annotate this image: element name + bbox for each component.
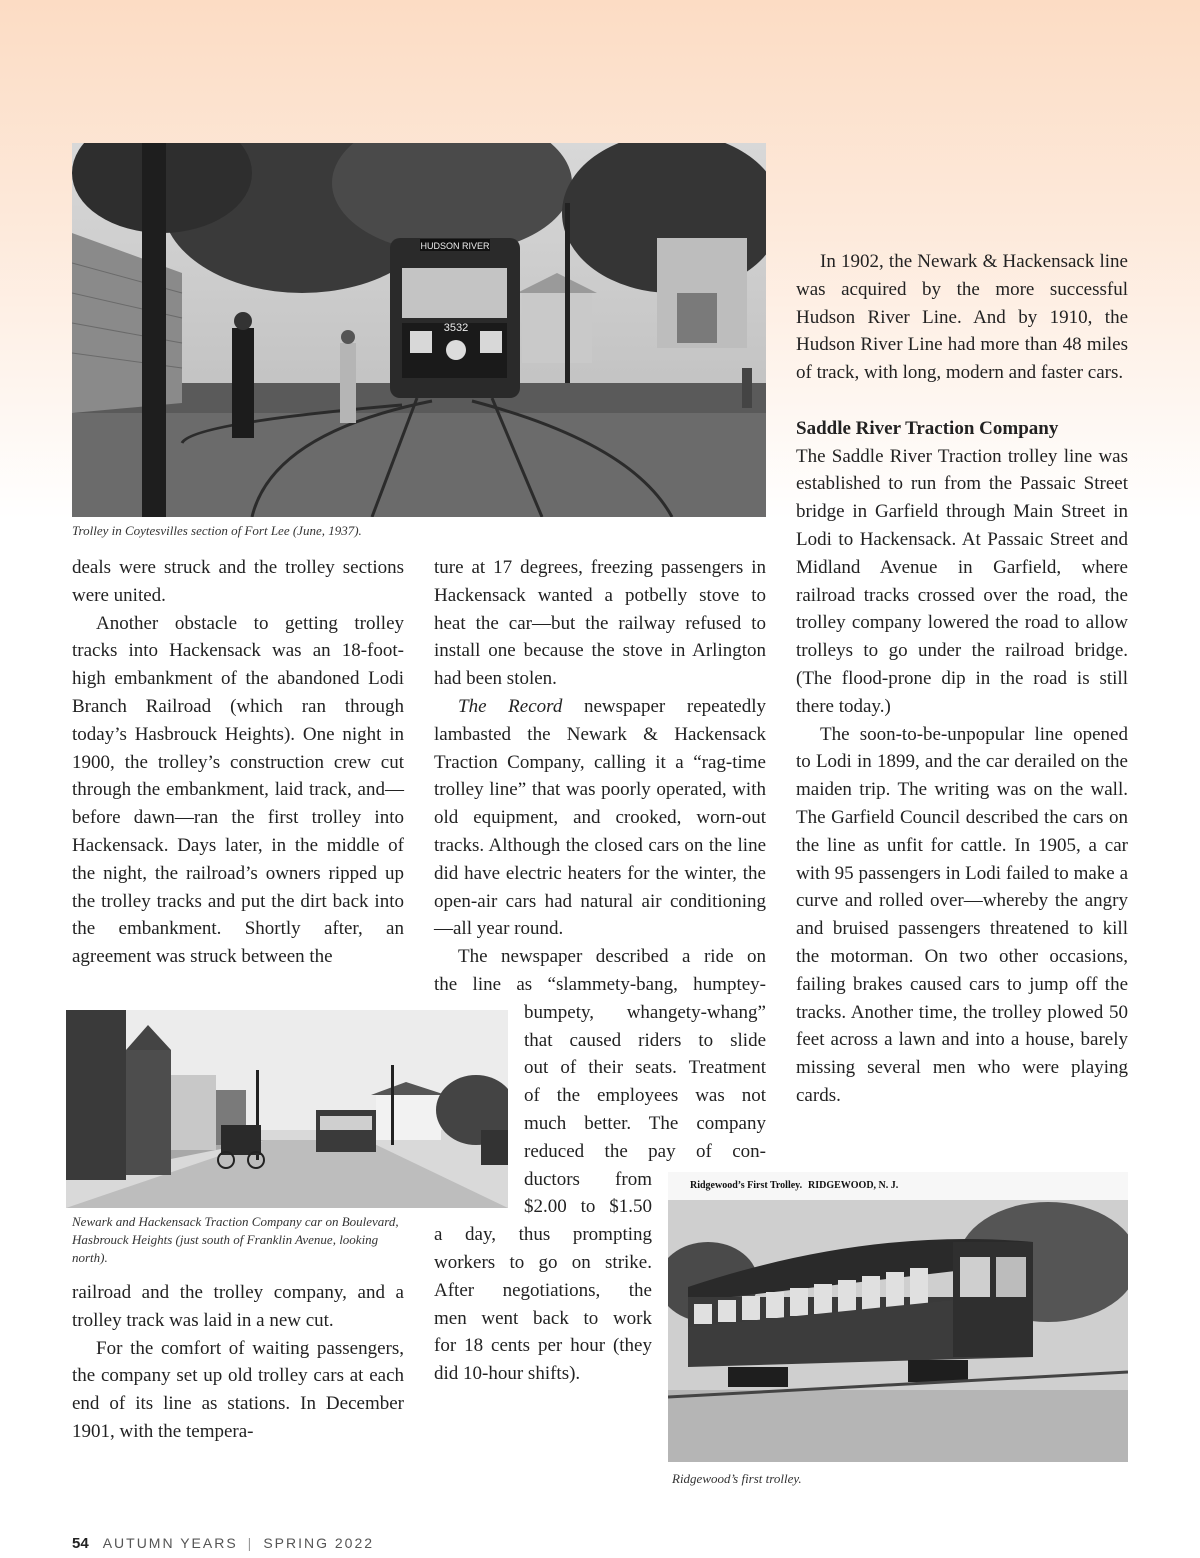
col2-p3-line: of the employees was not — [524, 1085, 766, 1107]
photo-trolley-fort-lee — [72, 143, 766, 517]
col2-p3-line: much better. The company — [524, 1112, 766, 1134]
col2-p3-line: for 18 cents per hour (they — [434, 1335, 652, 1357]
col2-p3-line: The newspaper described a ride on — [458, 946, 766, 968]
col2-p3-line: After negotiations, the — [434, 1279, 652, 1301]
col2-paragraph-1: ture at 17 degrees, freezing passengers in Hackensack wanted a potbelly stove to heat the car—but the railway refused to install one because the stove in Arlington had been stolen. — [434, 557, 766, 690]
postcard-header-left: Ridgewood’s First Trolley. — [690, 1180, 803, 1191]
page-number: 54 — [72, 1535, 89, 1552]
col2-p3-line: ductors from — [524, 1168, 652, 1190]
col3-paragraph-1: In 1902, the Newark & Hackensack line was acquired by the more successful Hudson River Line. And by 1910, the Hudson River Line had more than 48 miles of track, with long, modern and faster cars. — [796, 251, 1128, 384]
trolley-number: 3532 — [443, 322, 469, 334]
col2-p3-line: bumpety, whangety-whang” — [524, 1001, 766, 1023]
footer-divider: | — [247, 1535, 254, 1551]
col2-p3-line: did 10-hour shifts). — [434, 1363, 581, 1385]
col1-paragraph-3: railroad and the trolley company, and a trolley track was laid in a new cut. — [72, 1282, 404, 1331]
col2-p3-line: workers to go on strike. — [434, 1251, 652, 1273]
col2-p3-line: $2.00 to $1.50 — [524, 1196, 652, 1218]
col2-p3-line: the line as “slammety-bang, humptey- — [434, 973, 766, 995]
col3-paragraph-2: The Saddle River Traction trolley line was established to run from the Passaic Street bridge in Garfield through Main Street in Lodi to Hackensack. At Passaic Street and Midland Avenue in Garfield, where railroad tracks crossed over the road, the trolley company lowered the road to allow trolleys to go under the railroad bridge. (The flood-prone dip in the road is still there today.) — [796, 445, 1128, 717]
col2-paragraph-2 — [434, 693, 766, 943]
column-3 — [796, 248, 1128, 1110]
issue-name: SPRING 2022 — [263, 1535, 375, 1551]
col2-p3-line: a day, thus prompting — [434, 1224, 652, 1246]
photo-caption-hasbrouck: Newark and Hackensack Traction Company car on Boulevard, Hasbrouck Heights (just south of Franklin Avenue, looking north). — [72, 1214, 399, 1265]
photo-ridgewood-trolley — [668, 1172, 1128, 1462]
postcard-header-right: RIDGEWOOD, N. J. — [808, 1180, 899, 1191]
col1-paragraph-1: deals were struck and the trolley sections were united. — [72, 557, 404, 606]
col2-p3-line: men went back to work — [434, 1307, 652, 1329]
col2-p3-line: that caused riders to slide — [524, 1029, 766, 1051]
column-1-top — [72, 554, 404, 971]
magazine-name: AUTUMN YEARS — [102, 1535, 238, 1551]
col1-paragraph-4: For the comfort of waiting passengers, the company set up old trolley cars at each end of its line as stations. In December 1901, with the tempera- — [72, 1337, 404, 1442]
col3-paragraph-3: The soon-to-be-unpopular line opened to Lodi in 1899, and the car derailed on the maiden trip. The writing was on the wall. The Garfield Council described the cars on the line as unfit for cattle. In 1905, a car with 95 passengers in Lodi failed to make a curve and rolled over—whereby the angry and bruised passengers threatened to kill the motorman. On two other occasions, failing brakes caused cars to jump off the tracks. Another time, the trolley plowed 50 feet across a lawn and into a house, barely missing several men who were playing cards. — [796, 723, 1128, 1106]
photo-caption-ridgewood: Ridgewood’s first trolley. — [672, 1471, 802, 1486]
col1-paragraph-2: Another obstacle to getting trolley tracks into Hackensack was an 18-foot-high embankment of the abandoned Lodi Branch Railroad (which ran through today’s Hasbrouck Heights). One night in 1900, the trolley’s construction crew cut through the embankment, laid track, and—before dawn—ran the first trolley into Hackensack. Days later, in the middle of the night, the railroad’s owners ripped up the trolley tracks and put the dirt back into the embankment. Shortly after, an agreement was struck between the — [72, 612, 404, 968]
photo-caption-fort-lee: Trolley in Coytesvilles section of Fort Lee (June, 1937). — [72, 523, 362, 538]
trolley-sign: HUDSON RIVER — [420, 241, 490, 251]
col2-p3-line: reduced the pay of con- — [524, 1140, 766, 1162]
col2-paragraph-2-text: newspaper repeatedly lambasted the Newark & Hackensack Traction Company, calling it a “rag-time trolley line” that was poorly operated, with old equipment, and crooked, worn-out tracks. Although the closed cars on the line did have electric heaters for the winter, the open-air cars had natural air conditioning—all year round. — [434, 695, 766, 940]
column-1-bottom — [72, 1279, 404, 1446]
page-footer — [72, 1535, 374, 1552]
newspaper-title: The Record — [458, 695, 563, 717]
col2-p3-line: out of their seats. Treatment — [524, 1057, 766, 1079]
section-heading-saddle-river: Saddle River Traction Company — [796, 417, 1059, 439]
